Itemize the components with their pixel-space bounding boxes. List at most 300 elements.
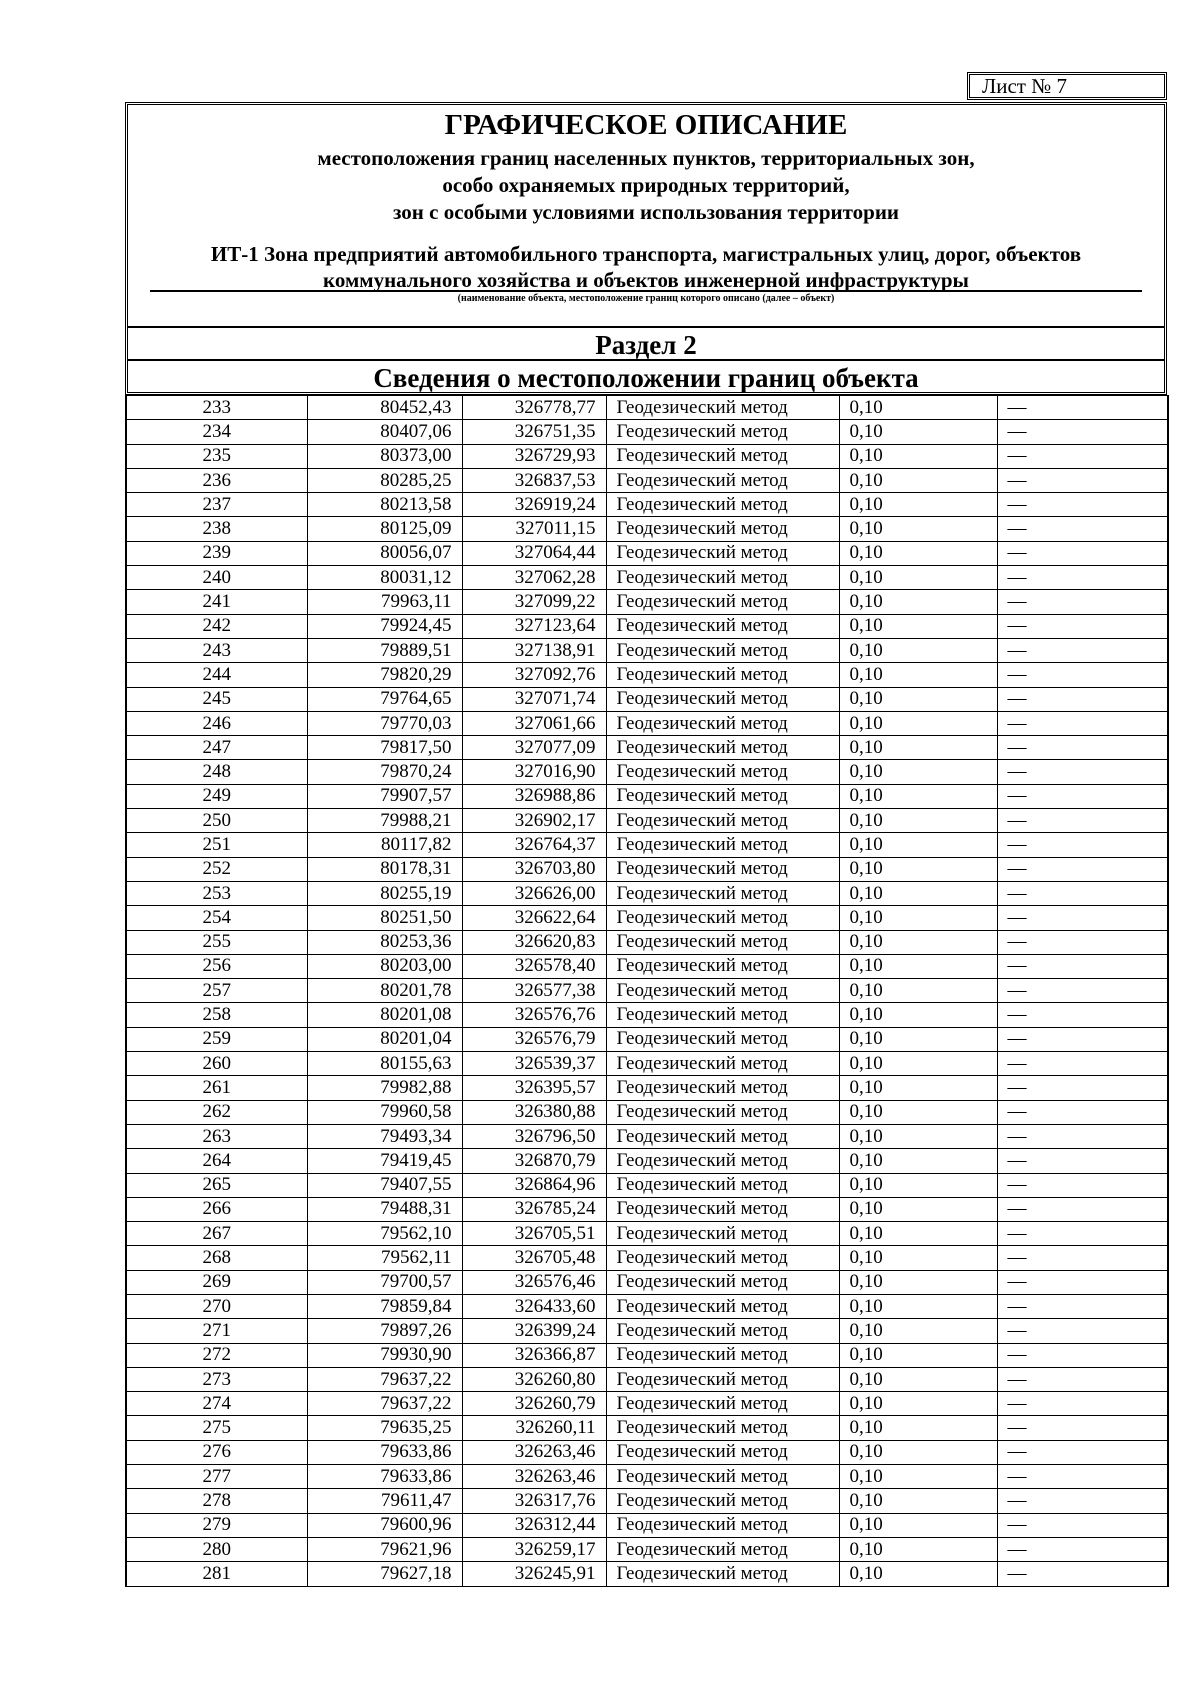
table-row — [126, 590, 1168, 614]
description-cell: — — [997, 1343, 1168, 1367]
precision-cell: 0,10 — [839, 833, 997, 857]
point-number-cell: 250 — [126, 809, 307, 833]
method-cell: Геодезический метод — [606, 1052, 839, 1076]
description-cell: — — [997, 736, 1168, 760]
table-row — [126, 1149, 1168, 1173]
point-number-cell: 279 — [126, 1513, 307, 1537]
method-cell: Геодезический метод — [606, 687, 839, 711]
x-coordinate-cell: 80213,58 — [307, 493, 462, 517]
object-name — [128, 241, 1164, 293]
y-coordinate-cell: 326705,51 — [462, 1222, 606, 1246]
precision-cell: 0,10 — [839, 614, 997, 638]
description-cell: — — [997, 614, 1168, 638]
table-row — [126, 736, 1168, 760]
subtitle-line-2: особо охраняемых природных территорий, — [442, 173, 850, 197]
y-coordinate-cell: 326260,79 — [462, 1392, 606, 1416]
table-row — [126, 1416, 1168, 1440]
x-coordinate-cell: 79562,10 — [307, 1222, 462, 1246]
x-coordinate-cell: 79621,96 — [307, 1537, 462, 1561]
x-coordinate-cell: 79493,34 — [307, 1124, 462, 1148]
x-coordinate-cell: 80407,06 — [307, 420, 462, 444]
method-cell: Геодезический метод — [606, 420, 839, 444]
table-row — [126, 1052, 1168, 1076]
subtitle-line-1: местоположения границ населенных пунктов, территориальных зон, — [317, 146, 975, 170]
table-row — [126, 711, 1168, 735]
description-cell: — — [997, 1562, 1168, 1586]
precision-cell: 0,10 — [839, 809, 997, 833]
table-row — [126, 1537, 1168, 1561]
method-cell: Геодезический метод — [606, 517, 839, 541]
point-number-cell: 242 — [126, 614, 307, 638]
x-coordinate-cell: 80251,50 — [307, 906, 462, 930]
x-coordinate-cell: 80285,25 — [307, 468, 462, 492]
method-cell: Геодезический метод — [606, 614, 839, 638]
point-number-cell: 270 — [126, 1294, 307, 1318]
precision-cell: 0,10 — [839, 1392, 997, 1416]
y-coordinate-cell: 326764,37 — [462, 833, 606, 857]
point-number-cell: 251 — [126, 833, 307, 857]
table-row — [126, 396, 1168, 420]
point-number-cell: 246 — [126, 711, 307, 735]
x-coordinate-cell: 79770,03 — [307, 711, 462, 735]
y-coordinate-cell: 326796,50 — [462, 1124, 606, 1148]
y-coordinate-cell: 326399,24 — [462, 1319, 606, 1343]
table-row — [126, 833, 1168, 857]
table-row — [126, 1489, 1168, 1513]
y-coordinate-cell: 327077,09 — [462, 736, 606, 760]
table-row — [126, 420, 1168, 444]
description-cell: — — [997, 590, 1168, 614]
method-cell: Геодезический метод — [606, 711, 839, 735]
point-number-cell: 238 — [126, 517, 307, 541]
point-number-cell: 273 — [126, 1367, 307, 1391]
method-cell: Геодезический метод — [606, 1100, 839, 1124]
y-coordinate-cell: 326380,88 — [462, 1100, 606, 1124]
point-number-cell: 263 — [126, 1124, 307, 1148]
method-cell: Геодезический метод — [606, 590, 839, 614]
x-coordinate-cell: 79870,24 — [307, 760, 462, 784]
x-coordinate-cell: 79637,22 — [307, 1392, 462, 1416]
x-coordinate-cell: 79700,57 — [307, 1270, 462, 1294]
section-info-title: Сведения о местоположении границ объекта — [128, 359, 1164, 394]
method-cell: Геодезический метод — [606, 1222, 839, 1246]
description-cell: — — [997, 566, 1168, 590]
method-cell: Геодезический метод — [606, 1465, 839, 1489]
precision-cell: 0,10 — [839, 541, 997, 565]
point-number-cell: 247 — [126, 736, 307, 760]
y-coordinate-cell: 326317,76 — [462, 1489, 606, 1513]
precision-cell: 0,10 — [839, 1416, 997, 1440]
y-coordinate-cell: 326263,46 — [462, 1440, 606, 1464]
method-cell: Геодезический метод — [606, 1149, 839, 1173]
point-number-cell: 268 — [126, 1246, 307, 1270]
point-number-cell: 265 — [126, 1173, 307, 1197]
y-coordinate-cell: 326622,64 — [462, 906, 606, 930]
precision-cell: 0,10 — [839, 857, 997, 881]
coordinates-table — [125, 395, 1169, 1587]
table-row — [126, 1367, 1168, 1391]
x-coordinate-cell: 80117,82 — [307, 833, 462, 857]
y-coordinate-cell: 326837,53 — [462, 468, 606, 492]
y-coordinate-cell: 326919,24 — [462, 493, 606, 517]
point-number-cell: 235 — [126, 444, 307, 468]
description-cell: — — [997, 1270, 1168, 1294]
method-cell: Геодезический метод — [606, 1027, 839, 1051]
point-number-cell: 243 — [126, 638, 307, 662]
x-coordinate-cell: 80373,00 — [307, 444, 462, 468]
point-number-cell: 269 — [126, 1270, 307, 1294]
description-cell: — — [997, 1416, 1168, 1440]
method-cell: Геодезический метод — [606, 1537, 839, 1561]
x-coordinate-cell: 80255,19 — [307, 881, 462, 905]
method-cell: Геодезический метод — [606, 638, 839, 662]
x-coordinate-cell: 79889,51 — [307, 638, 462, 662]
description-cell: — — [997, 1319, 1168, 1343]
y-coordinate-cell: 326577,38 — [462, 979, 606, 1003]
method-cell: Геодезический метод — [606, 566, 839, 590]
y-coordinate-cell: 326576,76 — [462, 1003, 606, 1027]
method-cell: Геодезический метод — [606, 784, 839, 808]
method-cell: Геодезический метод — [606, 1003, 839, 1027]
point-number-cell: 245 — [126, 687, 307, 711]
precision-cell: 0,10 — [839, 1197, 997, 1221]
description-cell: — — [997, 396, 1168, 420]
x-coordinate-cell: 79419,45 — [307, 1149, 462, 1173]
description-cell: — — [997, 687, 1168, 711]
description-cell: — — [997, 638, 1168, 662]
description-cell: — — [997, 1222, 1168, 1246]
point-number-cell: 281 — [126, 1562, 307, 1586]
point-number-cell: 261 — [126, 1076, 307, 1100]
table-row — [126, 1343, 1168, 1367]
table-row — [126, 1222, 1168, 1246]
table-row — [126, 541, 1168, 565]
method-cell: Геодезический метод — [606, 1124, 839, 1148]
table-row — [126, 930, 1168, 954]
precision-cell: 0,10 — [839, 930, 997, 954]
table-row — [126, 468, 1168, 492]
coordinates-table-body — [126, 396, 1168, 1587]
y-coordinate-cell: 326870,79 — [462, 1149, 606, 1173]
y-coordinate-cell: 327062,28 — [462, 566, 606, 590]
point-number-cell: 255 — [126, 930, 307, 954]
method-cell: Геодезический метод — [606, 1367, 839, 1391]
table-row — [126, 1246, 1168, 1270]
x-coordinate-cell: 80253,36 — [307, 930, 462, 954]
point-number-cell: 233 — [126, 396, 307, 420]
point-number-cell: 278 — [126, 1489, 307, 1513]
x-coordinate-cell: 79988,21 — [307, 809, 462, 833]
y-coordinate-cell: 326703,80 — [462, 857, 606, 881]
description-cell: — — [997, 420, 1168, 444]
document-title: ГРАФИЧЕСКОЕ ОПИСАНИЕ — [444, 109, 848, 141]
precision-cell: 0,10 — [839, 1124, 997, 1148]
table-row — [126, 1562, 1168, 1586]
precision-cell: 0,10 — [839, 711, 997, 735]
description-cell: — — [997, 1003, 1168, 1027]
method-cell: Геодезический метод — [606, 906, 839, 930]
x-coordinate-cell: 79635,25 — [307, 1416, 462, 1440]
table-row — [126, 517, 1168, 541]
description-cell: — — [997, 1367, 1168, 1391]
x-coordinate-cell: 79963,11 — [307, 590, 462, 614]
description-cell: — — [997, 1076, 1168, 1100]
x-coordinate-cell: 79562,11 — [307, 1246, 462, 1270]
method-cell: Геодезический метод — [606, 1489, 839, 1513]
y-coordinate-cell: 326864,96 — [462, 1173, 606, 1197]
description-cell: — — [997, 1027, 1168, 1051]
y-coordinate-cell: 326902,17 — [462, 809, 606, 833]
point-number-cell: 260 — [126, 1052, 307, 1076]
precision-cell: 0,10 — [839, 493, 997, 517]
table-row — [126, 1197, 1168, 1221]
point-number-cell: 239 — [126, 541, 307, 565]
description-cell: — — [997, 979, 1168, 1003]
description-cell: — — [997, 930, 1168, 954]
y-coordinate-cell: 326433,60 — [462, 1294, 606, 1318]
x-coordinate-cell: 79611,47 — [307, 1489, 462, 1513]
method-cell: Геодезический метод — [606, 1392, 839, 1416]
point-number-cell: 280 — [126, 1537, 307, 1561]
method-cell: Геодезический метод — [606, 954, 839, 978]
description-cell: — — [997, 760, 1168, 784]
point-number-cell: 275 — [126, 1416, 307, 1440]
description-cell: — — [997, 517, 1168, 541]
description-cell: — — [997, 1392, 1168, 1416]
table-row — [126, 954, 1168, 978]
x-coordinate-cell: 79633,86 — [307, 1440, 462, 1464]
method-cell: Геодезический метод — [606, 881, 839, 905]
y-coordinate-cell: 326576,46 — [462, 1270, 606, 1294]
x-coordinate-cell: 79960,58 — [307, 1100, 462, 1124]
precision-cell: 0,10 — [839, 1513, 997, 1537]
precision-cell: 0,10 — [839, 1149, 997, 1173]
y-coordinate-cell: 326578,40 — [462, 954, 606, 978]
table-row — [126, 1124, 1168, 1148]
y-coordinate-cell: 326312,44 — [462, 1513, 606, 1537]
table-row — [126, 809, 1168, 833]
table-row — [126, 906, 1168, 930]
point-number-cell: 262 — [126, 1100, 307, 1124]
method-cell: Геодезический метод — [606, 1562, 839, 1586]
method-cell: Геодезический метод — [606, 833, 839, 857]
precision-cell: 0,10 — [839, 444, 997, 468]
y-coordinate-cell: 326366,87 — [462, 1343, 606, 1367]
subtitle-line-3: зон с особыми условиями использования территории — [392, 200, 900, 224]
precision-cell: 0,10 — [839, 881, 997, 905]
x-coordinate-cell: 79930,90 — [307, 1343, 462, 1367]
x-coordinate-cell: 80125,09 — [307, 517, 462, 541]
table-row — [126, 1440, 1168, 1464]
method-cell: Геодезический метод — [606, 857, 839, 881]
y-coordinate-cell: 326751,35 — [462, 420, 606, 444]
y-coordinate-cell: 326245,91 — [462, 1562, 606, 1586]
description-cell: — — [997, 1294, 1168, 1318]
method-cell: Геодезический метод — [606, 1197, 839, 1221]
table-row — [126, 760, 1168, 784]
precision-cell: 0,10 — [839, 1270, 997, 1294]
description-cell: — — [997, 711, 1168, 735]
description-cell: — — [997, 1197, 1168, 1221]
point-number-cell: 241 — [126, 590, 307, 614]
x-coordinate-cell: 79627,18 — [307, 1562, 462, 1586]
description-cell: — — [997, 493, 1168, 517]
y-coordinate-cell: 327123,64 — [462, 614, 606, 638]
precision-cell: 0,10 — [839, 1465, 997, 1489]
precision-cell: 0,10 — [839, 1246, 997, 1270]
description-cell: — — [997, 1173, 1168, 1197]
y-coordinate-cell: 326626,00 — [462, 881, 606, 905]
point-number-cell: 249 — [126, 784, 307, 808]
sheet-number-box: Лист № 7 — [967, 72, 1167, 100]
x-coordinate-cell: 80031,12 — [307, 566, 462, 590]
description-cell: — — [997, 663, 1168, 687]
precision-cell: 0,10 — [839, 954, 997, 978]
point-number-cell: 237 — [126, 493, 307, 517]
description-cell: — — [997, 1513, 1168, 1537]
section-title: Раздел 2 — [128, 326, 1164, 361]
description-cell: — — [997, 857, 1168, 881]
table-row — [126, 1392, 1168, 1416]
point-number-cell: 244 — [126, 663, 307, 687]
table-row — [126, 1076, 1168, 1100]
x-coordinate-cell: 80155,63 — [307, 1052, 462, 1076]
y-coordinate-cell: 326988,86 — [462, 784, 606, 808]
x-coordinate-cell: 80203,00 — [307, 954, 462, 978]
table-row — [126, 1465, 1168, 1489]
object-name-line-2: коммунального хозяйства и объектов инженерной инфраструктуры — [323, 268, 969, 292]
y-coordinate-cell: 326705,48 — [462, 1246, 606, 1270]
precision-cell: 0,10 — [839, 517, 997, 541]
description-cell: — — [997, 1100, 1168, 1124]
x-coordinate-cell: 79982,88 — [307, 1076, 462, 1100]
point-number-cell: 267 — [126, 1222, 307, 1246]
table-row — [126, 566, 1168, 590]
point-number-cell: 240 — [126, 566, 307, 590]
table-row — [126, 1027, 1168, 1051]
method-cell: Геодезический метод — [606, 930, 839, 954]
y-coordinate-cell: 327138,91 — [462, 638, 606, 662]
y-coordinate-cell: 326395,57 — [462, 1076, 606, 1100]
object-underline — [150, 290, 1142, 292]
method-cell: Геодезический метод — [606, 1440, 839, 1464]
description-cell: — — [997, 1149, 1168, 1173]
precision-cell: 0,10 — [839, 663, 997, 687]
method-cell: Геодезический метод — [606, 1076, 839, 1100]
x-coordinate-cell: 80201,04 — [307, 1027, 462, 1051]
table-row — [126, 1513, 1168, 1537]
y-coordinate-cell: 326778,77 — [462, 396, 606, 420]
description-cell: — — [997, 1465, 1168, 1489]
precision-cell: 0,10 — [839, 468, 997, 492]
table-row — [126, 614, 1168, 638]
method-cell: Геодезический метод — [606, 541, 839, 565]
precision-cell: 0,10 — [839, 1222, 997, 1246]
precision-cell: 0,10 — [839, 1027, 997, 1051]
description-cell: — — [997, 1440, 1168, 1464]
description-cell: — — [997, 1537, 1168, 1561]
table-row — [126, 444, 1168, 468]
method-cell: Геодезический метод — [606, 760, 839, 784]
description-cell: — — [997, 809, 1168, 833]
method-cell: Геодезический метод — [606, 1246, 839, 1270]
description-cell: — — [997, 444, 1168, 468]
description-cell: — — [997, 881, 1168, 905]
point-number-cell: 258 — [126, 1003, 307, 1027]
point-number-cell: 271 — [126, 1319, 307, 1343]
table-row — [126, 784, 1168, 808]
precision-cell: 0,10 — [839, 906, 997, 930]
precision-cell: 0,10 — [839, 1100, 997, 1124]
y-coordinate-cell: 326259,17 — [462, 1537, 606, 1561]
precision-cell: 0,10 — [839, 1052, 997, 1076]
point-number-cell: 252 — [126, 857, 307, 881]
point-number-cell: 236 — [126, 468, 307, 492]
description-cell: — — [997, 468, 1168, 492]
x-coordinate-cell: 79633,86 — [307, 1465, 462, 1489]
precision-cell: 0,10 — [839, 1076, 997, 1100]
point-number-cell: 259 — [126, 1027, 307, 1051]
table-row — [126, 1100, 1168, 1124]
method-cell: Геодезический метод — [606, 1343, 839, 1367]
x-coordinate-cell: 79924,45 — [307, 614, 462, 638]
x-coordinate-cell: 79820,29 — [307, 663, 462, 687]
x-coordinate-cell: 80178,31 — [307, 857, 462, 881]
table-row — [126, 1003, 1168, 1027]
point-number-cell: 253 — [126, 881, 307, 905]
table-row — [126, 979, 1168, 1003]
x-coordinate-cell: 79897,26 — [307, 1319, 462, 1343]
table-row — [126, 881, 1168, 905]
precision-cell: 0,10 — [839, 1440, 997, 1464]
y-coordinate-cell: 327061,66 — [462, 711, 606, 735]
precision-cell: 0,10 — [839, 1343, 997, 1367]
point-number-cell: 257 — [126, 979, 307, 1003]
precision-cell: 0,10 — [839, 1319, 997, 1343]
method-cell: Геодезический метод — [606, 736, 839, 760]
table-row — [126, 1270, 1168, 1294]
precision-cell: 0,10 — [839, 1537, 997, 1561]
x-coordinate-cell: 79764,65 — [307, 687, 462, 711]
precision-cell: 0,10 — [839, 979, 997, 1003]
description-cell: — — [997, 1489, 1168, 1513]
precision-cell: 0,10 — [839, 1173, 997, 1197]
precision-cell: 0,10 — [839, 1003, 997, 1027]
point-number-cell: 266 — [126, 1197, 307, 1221]
document-header — [125, 102, 1167, 395]
y-coordinate-cell: 327016,90 — [462, 760, 606, 784]
precision-cell: 0,10 — [839, 760, 997, 784]
x-coordinate-cell: 79859,84 — [307, 1294, 462, 1318]
method-cell: Геодезический метод — [606, 1173, 839, 1197]
x-coordinate-cell: 79600,96 — [307, 1513, 462, 1537]
precision-cell: 0,10 — [839, 396, 997, 420]
method-cell: Геодезический метод — [606, 1270, 839, 1294]
y-coordinate-cell: 326260,80 — [462, 1367, 606, 1391]
y-coordinate-cell: 327011,15 — [462, 517, 606, 541]
table-row — [126, 857, 1168, 881]
method-cell: Геодезический метод — [606, 1513, 839, 1537]
x-coordinate-cell: 79407,55 — [307, 1173, 462, 1197]
point-number-cell: 276 — [126, 1440, 307, 1464]
y-coordinate-cell: 327099,22 — [462, 590, 606, 614]
point-number-cell: 277 — [126, 1465, 307, 1489]
x-coordinate-cell: 79817,50 — [307, 736, 462, 760]
precision-cell: 0,10 — [839, 1489, 997, 1513]
precision-cell: 0,10 — [839, 638, 997, 662]
table-row — [126, 663, 1168, 687]
x-coordinate-cell: 80201,78 — [307, 979, 462, 1003]
